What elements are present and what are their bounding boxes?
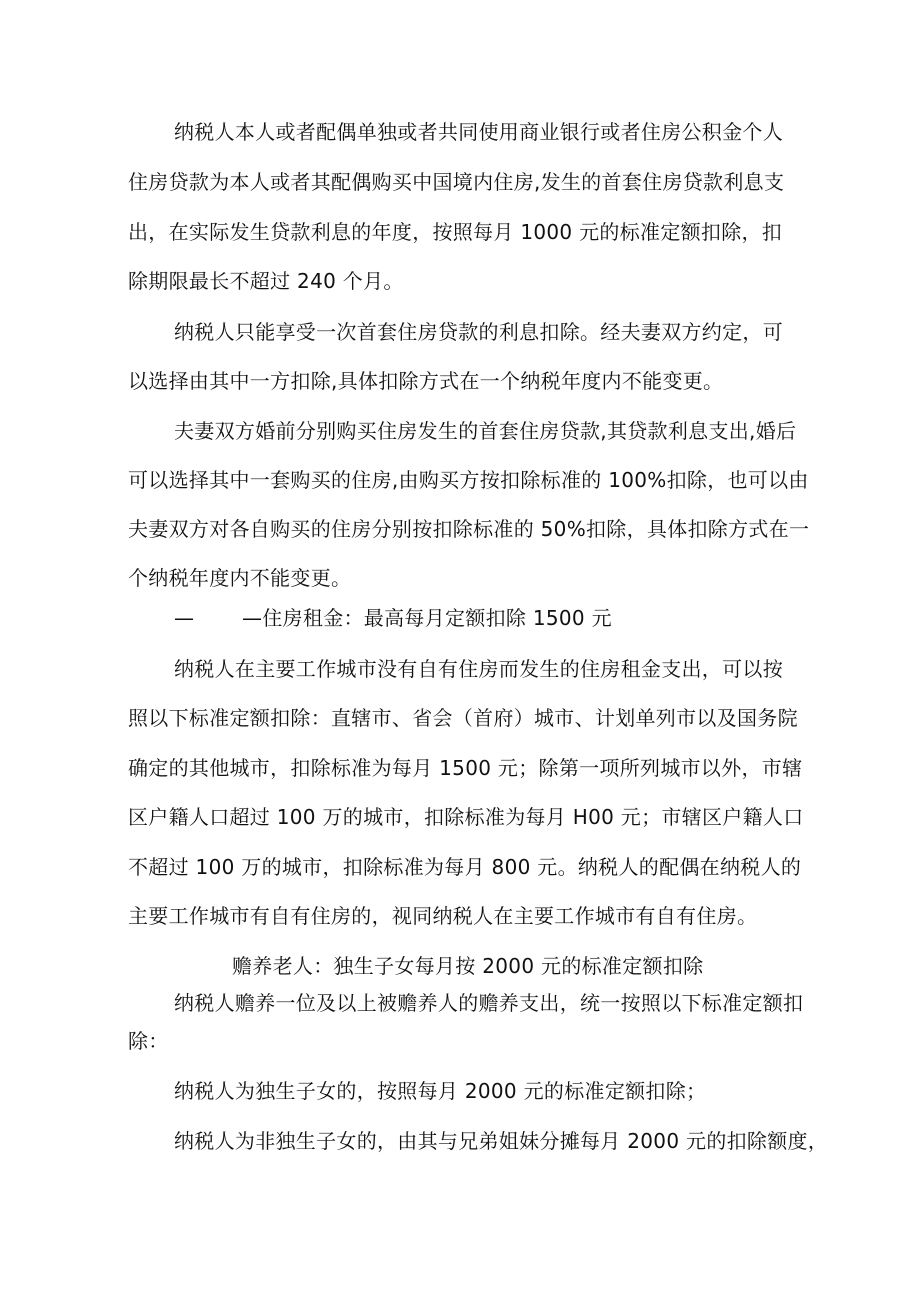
paragraph-7: 纳税人为非独生子女的，由其与兄弟姐妹分摊每月 2000 元的扣除额度， [174,1129,829,1153]
paragraph-2-line-2: 以选择由其中一方扣除,具体扣除方式在一个纳税年度内不能变更。 [128,369,724,393]
paragraph-4-line-4: 区户籍人口超过 100 万的城市，扣除标准为每月 H00 元；市辖区户籍人口 [128,805,804,829]
paragraph-5-line-2: 除： [128,1029,169,1053]
paragraph-5-line-1: 纳税人赡养一位及以上被赡养人的赡养支出，统一按照以下标准定额扣 [174,991,804,1015]
paragraph-3-line-3: 夫妻双方对各自购买的住房分别按扣除标准的 50%扣除，具体扣除方式在一 [128,517,810,541]
elderly-heading: 赡养老人：独生子女每月按 2000 元的标准定额扣除 [232,954,704,978]
paragraph-3-line-2: 可以选择其中一套购买的住房,由购买方按扣除标准的 100%扣除，也可以由 [128,468,809,492]
paragraph-1-line-3: 出，在实际发生贷款利息的年度，按照每月 1000 元的标准定额扣除，扣 [128,220,783,244]
paragraph-3-line-4: 个纳税年度内不能变更。 [128,566,352,590]
paragraph-2-line-1: 纳税人只能享受一次首套住房贷款的利息扣除。经夫妻双方约定，可 [174,320,783,344]
paragraph-4-line-6: 主要工作城市有自有住房的，视同纳税人在主要工作城市有自有住房。 [128,904,758,928]
paragraph-3-line-1: 夫妻双方婚前分别购买住房发生的首套住房贷款,其贷款利息支出,婚后 [174,419,797,443]
rent-heading-dash: — [174,606,195,630]
paragraph-1-line-1: 纳税人本人或者配偶单独或者共同使用商业银行或者住房公积金个人 [174,120,783,144]
paragraph-4-line-3: 确定的其他城市，扣除标准为每月 1500 元；除第一项所列城市以外，市辖 [128,756,803,780]
rent-heading: —住房租金：最高每月定额扣除 1500 元 [242,606,612,630]
paragraph-4-line-2: 照以下标准定额扣除：直辖市、省会（首府）城市、计划单列市以及国务院 [128,706,798,730]
paragraph-4-line-1: 纳税人在主要工作城市没有自有住房而发生的住房租金支出，可以按 [174,657,783,681]
paragraph-1-line-2: 住房贷款为本人或者其配偶购买中国境内住房,发生的首套住房贷款利息支 [128,170,785,194]
paragraph-6: 纳税人为独生子女的，按照每月 2000 元的标准定额扣除； [174,1079,707,1103]
paragraph-4-line-5: 不超过 100 万的城市，扣除标准为每月 800 元。纳税人的配偶在纳税人的 [128,855,802,879]
paragraph-1-line-4: 除期限最长不超过 240 个月。 [128,269,404,293]
